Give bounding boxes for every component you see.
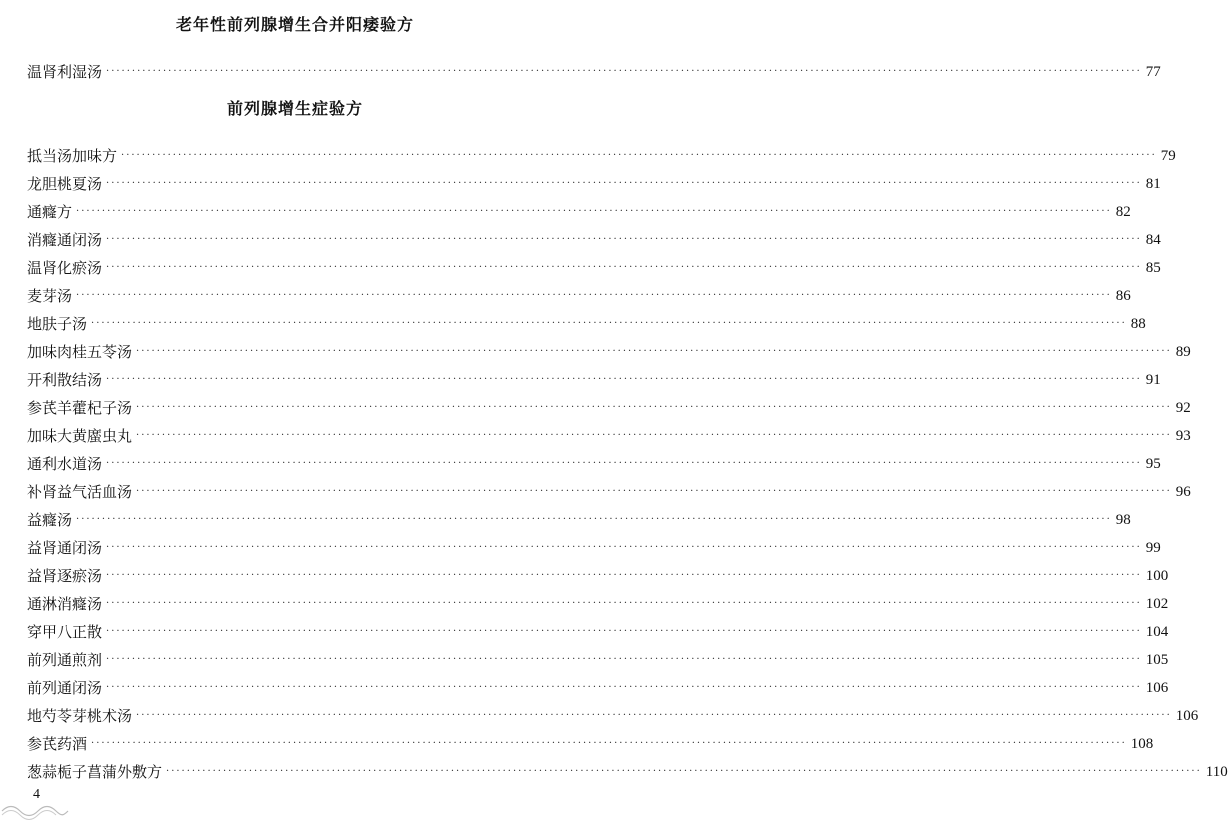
dot-leader: ········································································································································································································: [106, 458, 1142, 469]
toc-entry-page: 100: [1145, 568, 1169, 584]
toc-entry-page: 99: [1145, 540, 1161, 556]
toc-entry-page: 93: [1175, 428, 1191, 444]
toc-entry[interactable]: [27, 446, 1161, 474]
toc-entry-page: 82: [1115, 204, 1131, 220]
toc-entry-title: 通利水道汤: [27, 455, 103, 473]
toc-entry-title: 开利散结汤: [27, 371, 103, 389]
dot-leader: ········································································································································································································: [91, 318, 1127, 329]
toc-entry[interactable]: [27, 250, 1161, 278]
dot-leader: ········································································································································································································: [106, 374, 1142, 385]
dot-leader: ········································································································································································································: [106, 654, 1142, 665]
toc-entry-page: 77: [1145, 64, 1161, 80]
toc-entry-page: 89: [1175, 344, 1191, 360]
dot-leader: ········································································································································································································: [106, 262, 1142, 273]
toc-entry[interactable]: [27, 54, 1161, 82]
toc-entry[interactable]: [27, 558, 1169, 586]
toc-entry[interactable]: [27, 614, 1169, 642]
toc-entry[interactable]: [27, 222, 1161, 250]
toc-entry-page: 105: [1145, 652, 1169, 668]
dot-leader: ········································································································································································································: [106, 66, 1142, 77]
toc-entry-page: 79: [1160, 148, 1176, 164]
toc-entry-page: 110: [1205, 764, 1228, 780]
toc-entry-title: 补肾益气活血汤: [27, 483, 133, 501]
toc-entry-title: 抵当汤加味方: [27, 147, 118, 165]
toc-entry-title: 前列通闭汤: [27, 679, 103, 697]
dot-leader: ········································································································································································································: [76, 514, 1112, 525]
toc-entry-title: 前列通煎剂: [27, 651, 103, 669]
dot-leader: ········································································································································································································: [136, 430, 1172, 441]
toc-entry[interactable]: [27, 586, 1169, 614]
wave-ornament-icon: [0, 802, 70, 820]
toc-entry-title: 地肤子汤: [27, 315, 88, 333]
toc-entry[interactable]: [27, 530, 1161, 558]
toc-entry[interactable]: [27, 306, 1146, 334]
toc-entry-title: 葱蒜栀子菖蒲外敷方: [27, 763, 163, 781]
toc-entry-title: 加味大黄䗪虫丸: [27, 427, 133, 445]
toc-entry-page: 88: [1130, 316, 1146, 332]
toc-entry[interactable]: [27, 474, 1191, 502]
toc-entry-title: 加味肉桂五苓汤: [27, 343, 133, 361]
toc-entry-title: 消癃通闭汤: [27, 231, 103, 249]
toc-entry[interactable]: [27, 194, 1131, 222]
toc-entry[interactable]: [27, 418, 1191, 446]
toc-entry[interactable]: [27, 334, 1191, 362]
section-heading: 老年性前列腺增生合并阳痿验方: [175, 15, 414, 34]
toc-entry-page: 84: [1145, 232, 1161, 248]
dot-leader: ········································································································································································································: [106, 570, 1142, 581]
toc-entry[interactable]: [27, 670, 1169, 698]
toc-entry-page: 81: [1145, 176, 1161, 192]
toc-entry-title: 益肾通闭汤: [27, 539, 103, 557]
dot-leader: ········································································································································································································: [106, 682, 1142, 693]
toc-entry-page: 108: [1130, 736, 1154, 752]
toc-entry-title: 参芪药酒: [27, 735, 88, 753]
toc-entry-page: 92: [1175, 400, 1191, 416]
toc-entry[interactable]: [27, 502, 1131, 530]
toc-entry-title: 龙胆桃夏汤: [27, 175, 103, 193]
dot-leader: ········································································································································································································: [136, 710, 1172, 721]
dot-leader: ········································································································································································································: [91, 738, 1127, 749]
page-number: 4: [33, 787, 40, 802]
toc-entry[interactable]: [27, 390, 1191, 418]
toc-entry-title: 穿甲八正散: [27, 623, 103, 641]
toc-entry[interactable]: [27, 698, 1199, 726]
toc-entry-title: 温肾化瘀汤: [27, 259, 103, 277]
toc-entry-page: 104: [1145, 624, 1169, 640]
dot-leader: ········································································································································································································: [106, 626, 1142, 637]
toc-entry-page: 95: [1145, 456, 1161, 472]
toc-entry-title: 通淋消癃汤: [27, 595, 103, 613]
toc-entry-title: 参芪羊藿杞子汤: [27, 399, 133, 417]
toc-entry-title: 益癃汤: [27, 511, 73, 529]
toc-entry[interactable]: [27, 754, 1228, 782]
dot-leader: ········································································································································································································: [136, 486, 1172, 497]
dot-leader: ········································································································································································································: [136, 402, 1172, 413]
dot-leader: ········································································································································································································: [106, 542, 1142, 553]
toc-list: [27, 138, 1228, 782]
dot-leader: ········································································································································································································: [121, 150, 1157, 161]
toc-entry-page: 86: [1115, 288, 1131, 304]
toc-entry-page: 102: [1145, 596, 1169, 612]
toc-entry-title: 通癃方: [27, 203, 73, 221]
toc-entry[interactable]: [27, 642, 1169, 670]
dot-leader: ········································································································································································································: [106, 234, 1142, 245]
toc-entry-page: 98: [1115, 512, 1131, 528]
toc-list: [27, 54, 1161, 82]
toc-entry-page: 91: [1145, 372, 1161, 388]
dot-leader: ········································································································································································································: [76, 290, 1112, 301]
dot-leader: ········································································································································································································: [106, 598, 1142, 609]
dot-leader: ········································································································································································································: [166, 766, 1202, 777]
toc-entry-title: 温肾利湿汤: [27, 63, 103, 81]
toc-entry-title: 麦芽汤: [27, 287, 73, 305]
dot-leader: ········································································································································································································: [76, 206, 1112, 217]
dot-leader: ········································································································································································································: [136, 346, 1172, 357]
toc-entry[interactable]: [27, 278, 1131, 306]
toc-entry[interactable]: [27, 362, 1161, 390]
toc-entry-page: 106: [1145, 680, 1169, 696]
toc-entry[interactable]: [27, 166, 1161, 194]
toc-entry[interactable]: [27, 726, 1154, 754]
dot-leader: ········································································································································································································: [106, 178, 1142, 189]
toc-entry-page: 106: [1175, 708, 1199, 724]
toc-entry-page: 85: [1145, 260, 1161, 276]
toc-entry[interactable]: [27, 138, 1176, 166]
toc-entry-page: 96: [1175, 484, 1191, 500]
toc-entry-title: 益肾逐瘀汤: [27, 567, 103, 585]
toc-entry-title: 地芍苓芽桃术汤: [27, 707, 133, 725]
section-heading: 前列腺增生症验方: [226, 99, 363, 118]
